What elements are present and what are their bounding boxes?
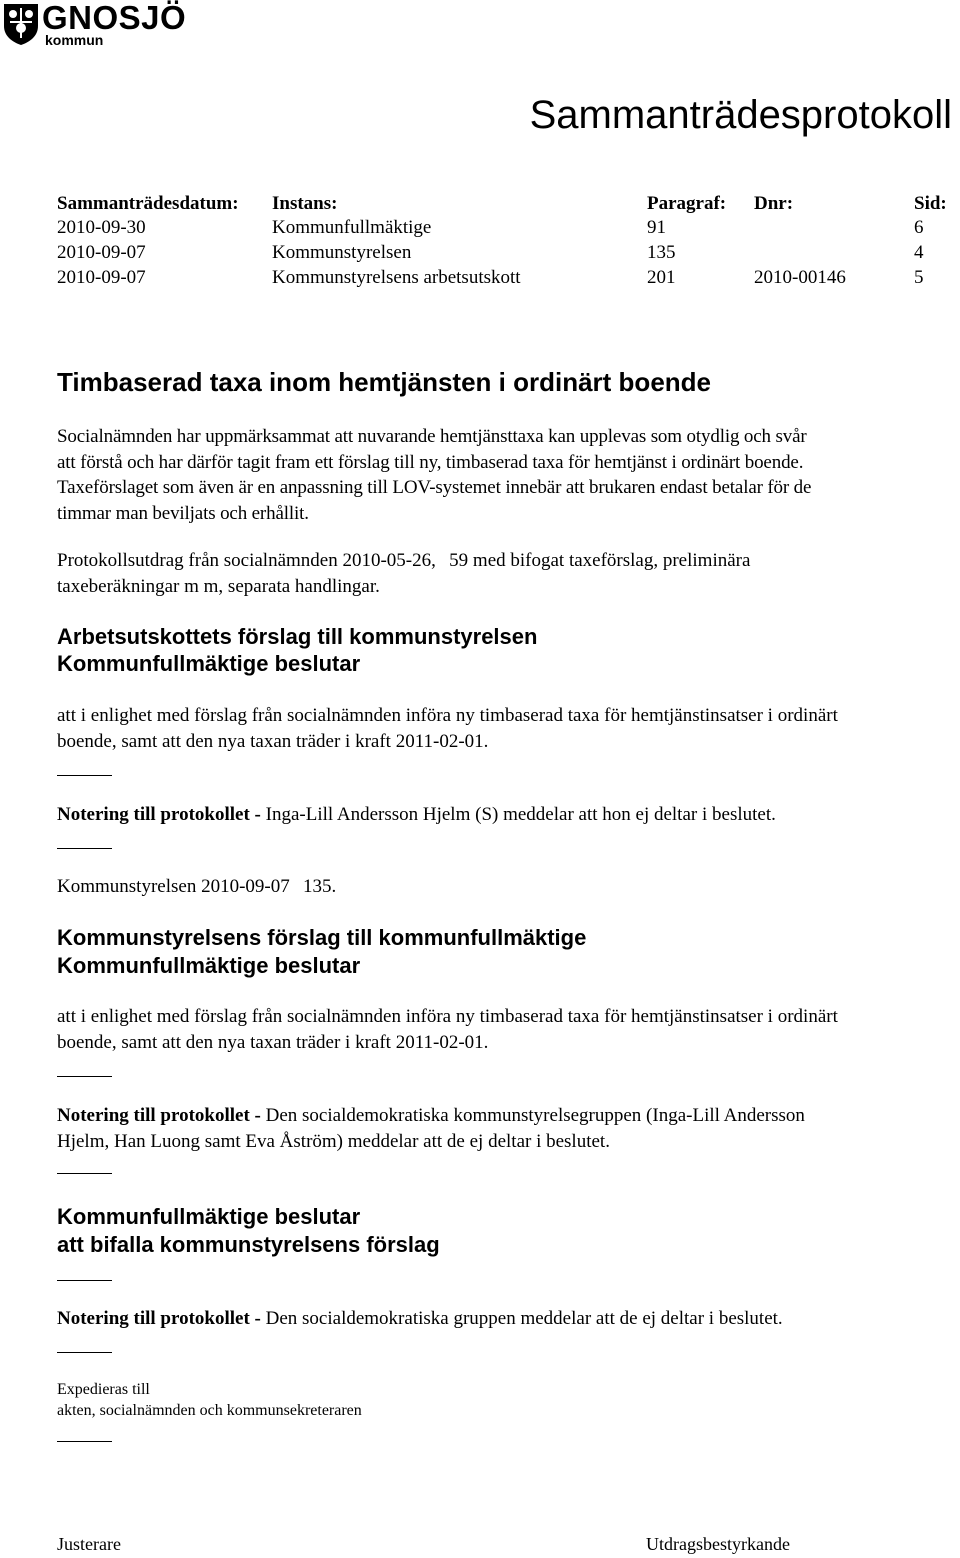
row-instans: Kommunstyrelsen: [272, 242, 412, 263]
document-title: Sammanträdesprotokoll: [529, 93, 952, 137]
protokoll-paragraph: [57, 548, 957, 599]
section-title: Timbaserad taxa inom hemtjänsten i ordinärt boende: [57, 367, 711, 397]
header-instans: Instans:: [272, 193, 338, 214]
ks-heading: Kommunstyrelsens förslag till kommunfullmäktige: [57, 925, 587, 950]
au-note: [57, 802, 957, 828]
note-text: Inga-Lill Andersson Hjelm (S) meddelar att hon ej deltar i beslutet.: [260, 804, 776, 825]
text-line: att förstå och har därför tagit fram ett förslag till ny, timbaserad taxa för hemtjänst i ordinärt boende.: [57, 451, 804, 473]
text-line: taxeberäkningar m m, separata handlingar.: [57, 575, 380, 597]
separator: [57, 1441, 112, 1442]
expedieras-label: Expedieras till: [57, 1381, 150, 1398]
footer-utdragsbestyrkande: Utdragsbestyrkande: [646, 1534, 790, 1554]
text-line: boende, samt att den nya taxan träder i kraft 2011-02-01.: [57, 1031, 489, 1053]
kf-note: [57, 1306, 957, 1332]
text-line: Taxeförslaget som även är en anpassning till LOV-systemet innebär att brukaren endast betalar för de: [57, 477, 812, 498]
text-line: Socialnämnden har uppmärksammat att nuvarande hemtjänsttaxa kan upplevas som otydlig och svår: [57, 426, 807, 447]
separator: [57, 848, 112, 849]
logo-name: GNOSJÖ: [42, 0, 187, 36]
text-line: Protokollsutdrag från socialnämnden 2010-05-26, 59 med bifogat taxeförslag, preliminära: [57, 550, 751, 571]
row-sid: 4: [914, 242, 924, 263]
note-text: Den socialdemokratiska gruppen meddelar att de ej deltar i beslutet.: [260, 1308, 783, 1329]
note-label: Notering till protokollet -: [57, 1105, 261, 1126]
text-line: att i enlighet med förslag från socialnämnden införa ny timbaserad taxa för hemtjänstinsatser i ordinärt: [57, 705, 838, 726]
note-label: Notering till protokollet -: [57, 1308, 261, 1329]
au-subheading: Kommunfullmäktige beslutar: [57, 651, 361, 676]
gnosjo-logo: [2, 0, 187, 48]
ks-decision: [57, 1004, 957, 1055]
ks-subheading: Kommunfullmäktige beslutar: [57, 953, 361, 978]
kf-subheading: att bifalla kommunstyrelsens förslag: [57, 1232, 440, 1257]
au-decision: [57, 703, 957, 754]
note-label: Notering till protokollet -: [57, 804, 261, 825]
row-paragraf: 135: [647, 242, 676, 263]
row-dnr: 2010-00146: [754, 267, 846, 288]
row-instans: Kommunfullmäktige: [272, 217, 432, 238]
separator: [57, 1280, 112, 1281]
row-date: 2010-09-07: [57, 267, 146, 288]
text-line: Kommunstyrelsen 2010-09-07 135.: [57, 876, 337, 897]
header-sid: Sid:: [914, 193, 947, 214]
note-text: Hjelm, Han Luong samt Eva Åström) meddelar att de ej deltar i beslutet.: [57, 1130, 610, 1152]
ks-note: [57, 1103, 957, 1154]
header-date: Sammanträdesdatum:: [57, 193, 239, 214]
row-date: 2010-09-30: [57, 217, 146, 238]
note-text: Den socialdemokratiska kommunstyrelsegruppen (Inga-Lill Andersson: [260, 1105, 805, 1126]
ks-reference: [57, 874, 957, 900]
row-paragraf: 91: [647, 217, 666, 238]
logo-subtitle: kommun: [45, 32, 104, 48]
intro-paragraph: [57, 424, 957, 526]
row-sid: 6: [914, 217, 924, 238]
row-instans: Kommunstyrelsens arbetsutskott: [272, 267, 521, 288]
row-paragraf: 201: [647, 267, 676, 288]
footer-justerare: Justerare: [57, 1534, 121, 1554]
header-paragraf: Paragraf:: [647, 193, 727, 214]
separator: [57, 1076, 112, 1077]
text-line: att i enlighet med förslag från socialnämnden införa ny timbaserad taxa för hemtjänstinsatser i ordinärt: [57, 1006, 838, 1027]
kf-heading: Kommunfullmäktige beslutar: [57, 1204, 361, 1229]
municipal-shield-icon: [2, 2, 40, 46]
text-line: timmar man beviljats och erhållit.: [57, 502, 309, 524]
separator: [57, 1173, 112, 1174]
au-heading: Arbetsutskottets förslag till kommunstyrelsen: [57, 624, 538, 649]
separator: [57, 775, 112, 776]
expedieras-recipients: akten, socialnämnden och kommunsekreteraren: [57, 1402, 362, 1419]
text-line: boende, samt att den nya taxan träder i kraft 2011-02-01.: [57, 730, 489, 752]
separator: [57, 1352, 112, 1353]
header-dnr: Dnr:: [754, 193, 794, 214]
row-date: 2010-09-07: [57, 242, 146, 263]
row-sid: 5: [914, 267, 924, 288]
